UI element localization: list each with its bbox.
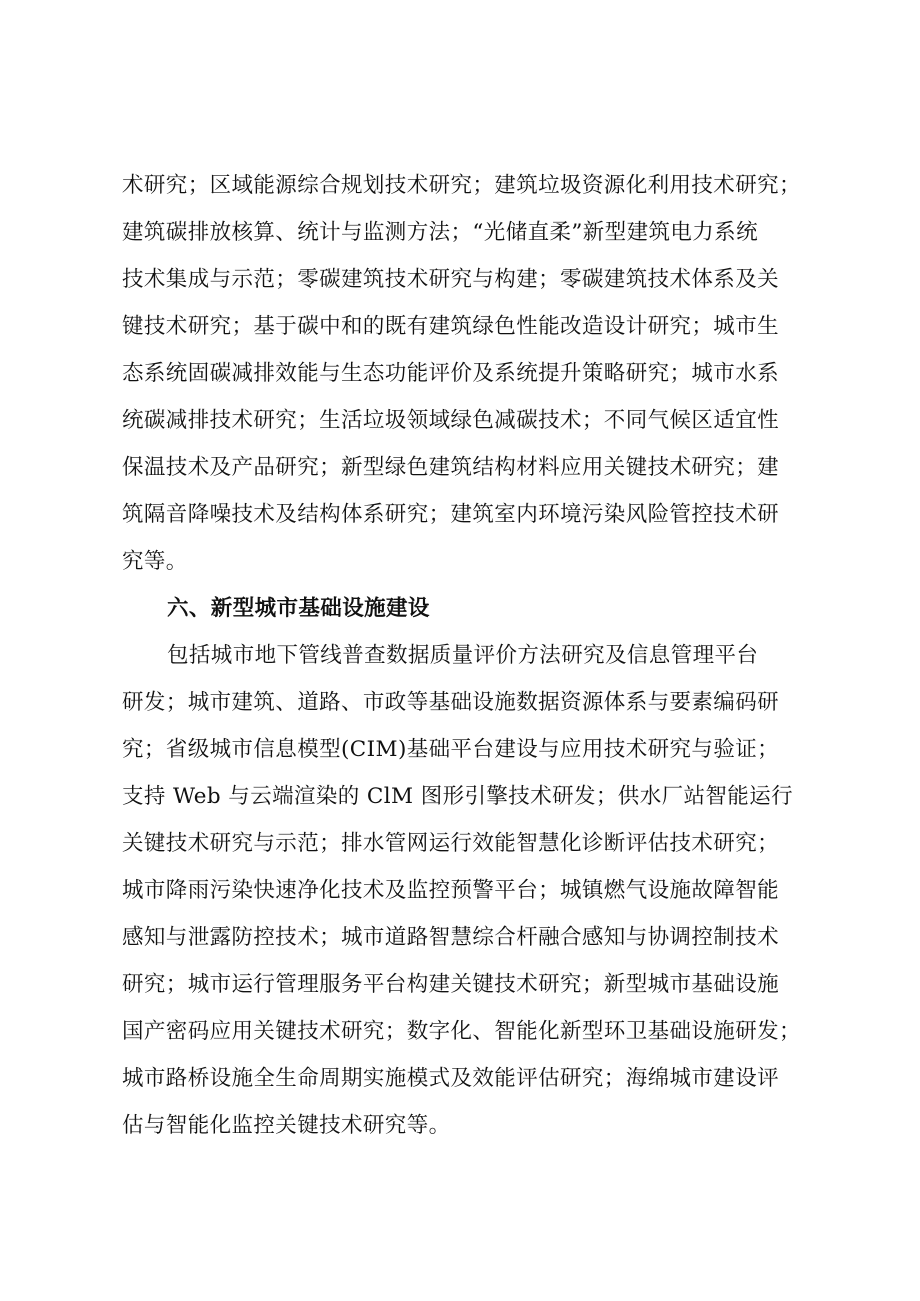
paragraph-line: 态系统固碳减排效能与生态功能评价及系统提升策略研究；城市水系	[122, 361, 780, 386]
paragraph-line: 包括城市地下管线普查数据质量评价方法研究及信息管理平台	[167, 643, 759, 668]
paragraph-line: 究等。	[122, 549, 188, 574]
paragraph-line: 术研究；区域能源综合规划技术研究；建筑垃圾资源化利用技术研究；	[122, 173, 801, 198]
section-5-continuation	[122, 162, 812, 585]
paragraph-line: 研究；城市运行管理服务平台构建关键技术研究；新型城市基础设施	[122, 972, 780, 997]
paragraph-line: 支持 Web 与云端渲染的 ClM 图形引擎技术研发；供水厂站智能运行	[122, 784, 794, 809]
section-6-heading: 六、新型城市基础设施建设	[167, 596, 430, 621]
paragraph-line: 估与智能化监控关键技术研究等。	[122, 1113, 451, 1138]
paragraph-line: 统碳减排技术研究；生活垃圾领域绿色减碳技术；不同气候区适宜性	[122, 408, 780, 433]
paragraph-line: 技术集成与示范；零碳建筑技术研究与构建；零碳建筑技术体系及关	[122, 267, 780, 292]
paragraph-line: 建筑碳排放核算、统计与监测方法；“光储直柔”新型建筑电力系统	[122, 220, 758, 245]
section-6	[122, 585, 812, 1149]
paragraph-line: 研发；城市建筑、道路、市政等基础设施数据资源体系与要素编码研	[122, 690, 780, 715]
paragraph-line: 感知与泄露防控技术；城市道路智慧综合杆融合感知与协调控制技术	[122, 925, 780, 950]
paragraph-line: 城市降雨污染快速净化技术及监控预警平台；城镇燃气设施故障智能	[122, 878, 780, 903]
paragraph-line: 筑隔音降噪技术及结构体系研究；建筑室内环境污染风险管控技术研	[122, 502, 780, 527]
paragraph-line: 国产密码应用关键技术研究；数字化、智能化新型环卫基础设施研发；	[122, 1019, 801, 1044]
paragraph-line: 保温技术及产品研究；新型绿色建筑结构材料应用关键技术研究；建	[122, 455, 780, 480]
paragraph-line: 关键技术研究与示范；排水管网运行效能智慧化诊断评估技术研究；	[122, 831, 780, 856]
paragraph-line: 究；省级城市信息模型(CIM)基础平台建设与应用技术研究与验证；	[122, 737, 780, 762]
paragraph-line: 键技术研究；基于碳中和的既有建筑绿色性能改造设计研究；城市生	[122, 314, 780, 339]
paragraph-line: 城市路桥设施全生命周期实施模式及效能评估研究；海绵城市建设评	[122, 1066, 780, 1091]
